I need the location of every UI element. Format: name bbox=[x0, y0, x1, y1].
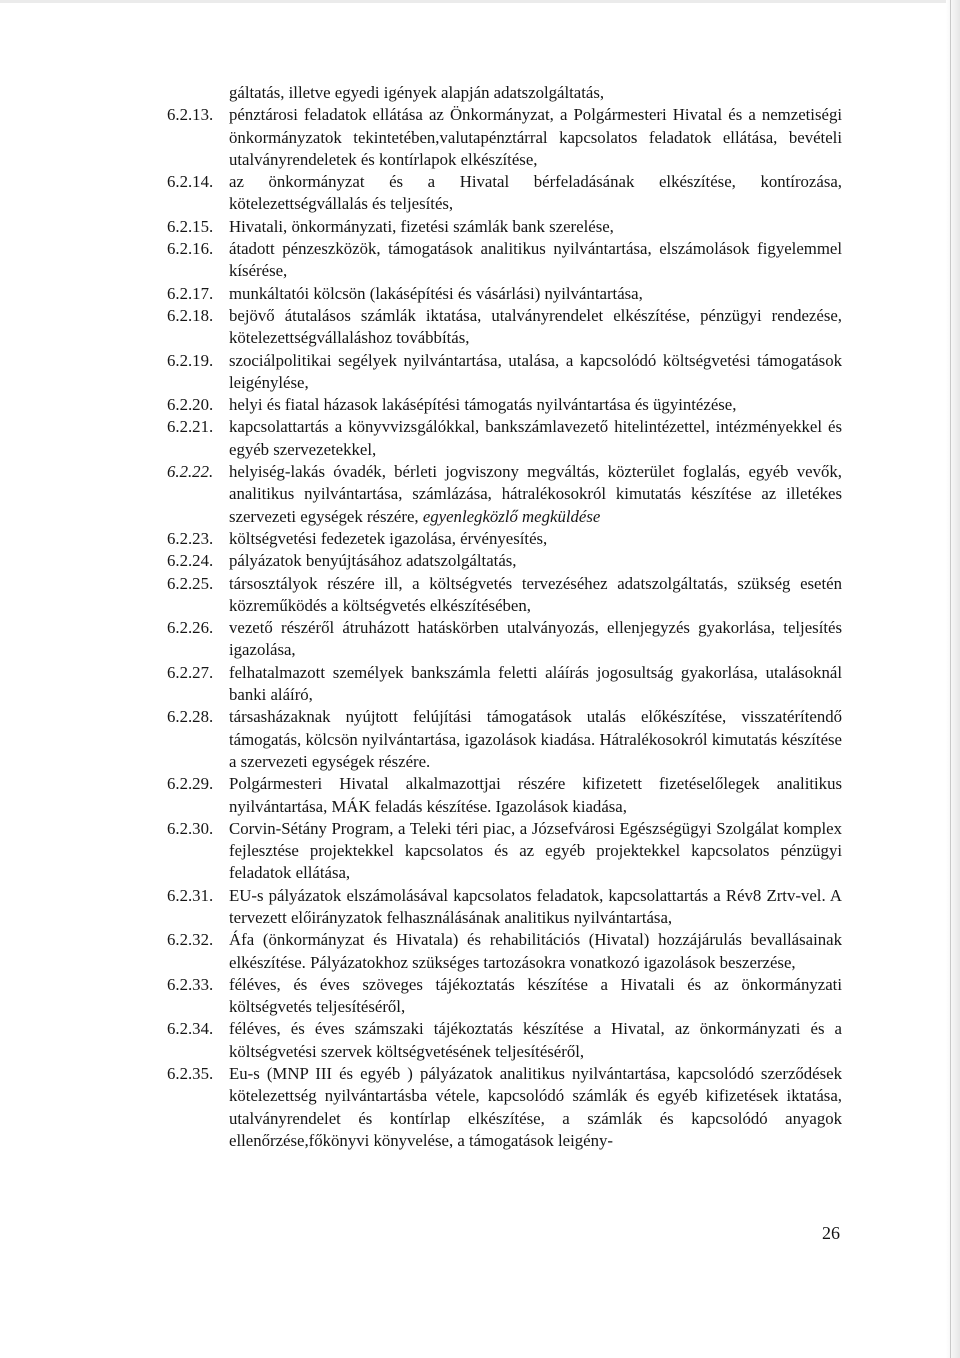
item-number: 6.2.14. bbox=[167, 172, 214, 192]
item-number: 6.2.24. bbox=[167, 551, 214, 571]
item-text bbox=[229, 885, 842, 930]
list-item bbox=[167, 416, 842, 461]
scan-border-top bbox=[0, 0, 960, 3]
item-text bbox=[229, 461, 842, 528]
item-number: 6.2.33. bbox=[167, 974, 214, 994]
item-text bbox=[229, 573, 842, 618]
item-text-body: társasházaknak nyújtott felújítási támogatások utalás előkészítése, visszatérítendő támogatás, kölcsön nyilvántartása, igazolások kiadása. Hátralékosokról kimutatás készítése a szervezeti egységek részére. bbox=[229, 707, 842, 771]
item-text-body: Eu-s (MNP III és egyéb ) pályázatok analitikus nyilvántartása, kapcsolódó szerződések kötelezettség nyilvántartásba vétele, kapcsolódó számlák és egyéb kifizetések iktatása, utalványrendelet és kontírlap elkészítése, a számlák és kapcsolódó anyagok ellenőrzése,főkönyvi könyvelése, a támogatások leigény- bbox=[229, 1064, 842, 1150]
list-item bbox=[167, 662, 842, 707]
item-text bbox=[229, 283, 842, 305]
item-text bbox=[229, 216, 842, 238]
item-text-body: pénztárosi feladatok ellátása az Önkormányzat, a Polgármesteri Hivatal és a nemzetiségi önkormányzatok tekintetében,valutapénztárral kapcsolatos feladatok ellátása, bevételi utalványrendeletek és kontírlapok elkészítése, bbox=[229, 105, 842, 169]
item-number: 6.2.21. bbox=[167, 417, 214, 437]
item-number: 6.2.31. bbox=[167, 885, 214, 905]
list-item bbox=[167, 104, 842, 171]
item-text bbox=[229, 394, 842, 416]
list-item bbox=[167, 929, 842, 974]
list-item bbox=[167, 550, 842, 572]
item-text-body: vezető részéről átruházott hatáskörben utalványozás, ellenjegyzés gyakorlása, teljesítés igazolása, bbox=[229, 618, 842, 660]
list-item bbox=[167, 394, 842, 416]
item-number: 6.2.17. bbox=[167, 283, 214, 303]
list-item bbox=[167, 773, 842, 818]
list-item bbox=[167, 974, 842, 1019]
item-number: 6.2.15. bbox=[167, 216, 214, 236]
item-text bbox=[229, 350, 842, 395]
item-text-body: társosztályok részére ill, a költségvetés tervezéséhez adatszolgáltatás, szükség esetén közreműködés a költségvetés elkészítésében, bbox=[229, 573, 842, 615]
item-text bbox=[229, 528, 842, 550]
list-item bbox=[167, 171, 842, 216]
list-item bbox=[167, 818, 842, 885]
item-text bbox=[229, 662, 842, 707]
item-number: 6.2.28. bbox=[167, 707, 214, 727]
item-number: 6.2.29. bbox=[167, 774, 214, 794]
list-item bbox=[167, 216, 842, 238]
page-number: 26 bbox=[822, 1223, 840, 1243]
item-text-body: felhatalmazott személyek bankszámla feletti aláírás jogosultság gyakorlása, utalásoknál banki aláíró, bbox=[229, 662, 842, 705]
item-text bbox=[229, 929, 842, 974]
list-item bbox=[167, 528, 842, 550]
list-item bbox=[167, 1063, 842, 1152]
item-text bbox=[229, 416, 842, 461]
list-item bbox=[167, 350, 842, 395]
item-text-body: az önkormányzat és a Hivatal bérfeladásának elkészítése, kontírozása, kötelezettségvállalás és teljesítés, bbox=[229, 172, 842, 214]
item-number: 6.2.27. bbox=[167, 662, 214, 682]
item-text-body: költségvetési fedezetek igazolása, érvényesítés, bbox=[229, 528, 548, 548]
item-text bbox=[229, 1018, 842, 1063]
item-text-body: pályázatok benyújtásához adatszolgáltatás, bbox=[229, 551, 517, 571]
item-number: 6.2.18. bbox=[167, 305, 214, 325]
item-number: 6.2.19. bbox=[167, 350, 214, 370]
item-text bbox=[229, 104, 842, 171]
item-text bbox=[229, 773, 842, 818]
item-number: 6.2.20. bbox=[167, 395, 214, 415]
item-text-body: féléves, és éves számszaki tájékoztatás készítése a Hivatal, az önkormányzati és a költségvetési szervek költségvetésének teljesítéséről, bbox=[229, 1019, 842, 1061]
list-item bbox=[167, 617, 842, 662]
document-body bbox=[167, 82, 842, 1152]
item-number: 6.2.25. bbox=[167, 573, 214, 593]
list-item bbox=[167, 305, 842, 350]
item-text-body: EU-s pályázatok elszámolásával kapcsolatos feladatok, kapcsolattartás a Rév8 Zrtv-vel. A tervezett előirányzatok felhasználásának analitikus nyilvántartása, bbox=[229, 885, 842, 927]
item-number: 6.2.22. bbox=[167, 462, 214, 482]
item-text bbox=[229, 617, 842, 662]
list-item bbox=[167, 1018, 842, 1063]
item-text bbox=[229, 305, 842, 350]
item-text-body: féléves, és éves szöveges tájékoztatás készítése a Hivatali és az önkormányzati költségvetés teljesítéséről, bbox=[229, 974, 842, 1017]
item-text bbox=[229, 706, 842, 773]
item-text-body: Corvin-Sétány Program, a Teleki téri piac, a Józsefvárosi Egészségügyi Szolgálat komplex fejlesztése projektekkel kapcsolatos és az egyéb projektekkel kapcsolatos pénzügyi feladatok ellátása, bbox=[229, 818, 842, 883]
list-item bbox=[167, 283, 842, 305]
item-number: 6.2.16. bbox=[167, 239, 214, 259]
item-text bbox=[229, 238, 842, 283]
item-number: 6.2.26. bbox=[167, 618, 214, 638]
item-number: 6.2.13. bbox=[167, 105, 214, 125]
item-text-body: helyiség-lakás óvadék, bérleti jogviszony megváltás, közterület foglalás, egyéb vevők, analitikus nyilvántartása, számlázása, hátralékosokról kimutatás készítése az illetékes szervezeti egységek részére, bbox=[229, 462, 842, 526]
continuation-line: gáltatás, illetve egyedi igények alapján adatszolgáltatás, bbox=[229, 83, 605, 102]
item-text-body: Áfa (önkormányzat és Hivatala) és rehabilitációs (Hivatal) hozzájárulás bevallásainak elkészítése. Pályázatokhoz szükséges tartozásokra vonatkozó igazolások beszerzése, bbox=[229, 930, 842, 972]
item-text-body: átadott pénzeszközök, támogatások analitikus nyilvántartása, elszámolások figyelemmel kísérése, bbox=[229, 239, 842, 281]
item-text bbox=[229, 1063, 842, 1152]
item-text bbox=[229, 974, 842, 1019]
item-text bbox=[229, 550, 842, 572]
list-item bbox=[167, 706, 842, 773]
item-text-body: Hivatali, önkormányzati, fizetési számlák bank szerelése, bbox=[229, 216, 614, 236]
item-text-body: bejövő átutalásos számlák iktatása, utalványrendelet elkészítése, pénzügyi rendezése, kötelezettségvállaláshoz továbbítás, bbox=[229, 305, 842, 348]
list-item bbox=[167, 885, 842, 930]
item-list bbox=[167, 104, 842, 1152]
item-text-body: szociálpolitikai segélyek nyilvántartása, utalása, a kapcsolódó költségvetési támogatások leigénylése, bbox=[229, 350, 842, 392]
list-item bbox=[167, 573, 842, 618]
scan-line-right bbox=[950, 0, 951, 1358]
scan-border-right bbox=[946, 0, 960, 1358]
item-number: 6.2.35. bbox=[167, 1064, 214, 1084]
item-number: 6.2.34. bbox=[167, 1019, 214, 1039]
item-number: 6.2.32. bbox=[167, 930, 214, 950]
item-text-body: Polgármesteri Hivatal alkalmazottjai részére kifizetett fizetéselőlegek analitikus nyilvántartása, MÁK feladás készítése. Igazolások kiadása, bbox=[229, 774, 842, 816]
item-text-body: kapcsolattartás a könyvvizsgálókkal, bankszámlavezető hitelintézettel, intézményekkel és egyéb szervezetekkel, bbox=[229, 417, 842, 459]
item-text-body: munkáltatói kölcsön (lakásépítési és vásárlási) nyilvántartása, bbox=[229, 283, 643, 303]
list-item bbox=[167, 461, 842, 528]
item-text bbox=[229, 818, 842, 885]
item-text bbox=[229, 171, 842, 216]
item-text-italic: egyenlegközlő megküldése bbox=[422, 506, 601, 526]
item-text-body: helyi és fiatal házasok lakásépítési támogatás nyilvántartása és ügyintézése, bbox=[229, 395, 737, 415]
item-number: 6.2.23. bbox=[167, 528, 214, 548]
list-item bbox=[167, 238, 842, 283]
item-number: 6.2.30. bbox=[167, 818, 214, 838]
